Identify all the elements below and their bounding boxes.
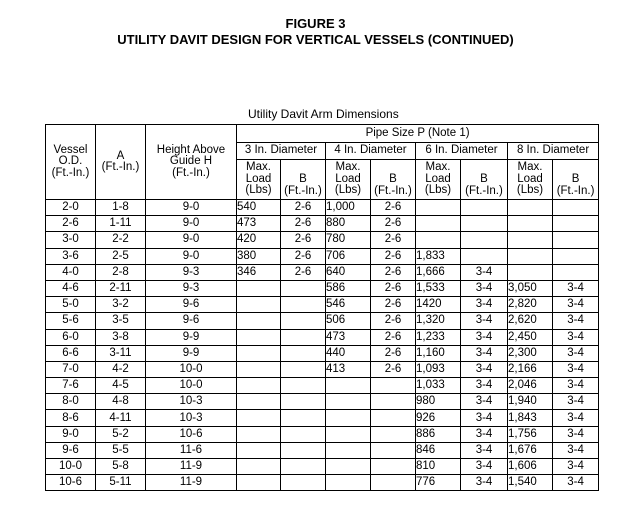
a-cell: 1-8 <box>96 200 146 216</box>
load-4in-cell <box>326 394 371 410</box>
b-4in-cell: 2-6 <box>371 329 416 345</box>
load-3in-cell: 540 <box>237 200 281 216</box>
header-max-load: Max. Load (Lbs) <box>508 160 553 200</box>
a-cell: 3-5 <box>96 313 146 329</box>
load-8in-cell: 1,940 <box>508 394 553 410</box>
table-body <box>46 200 599 491</box>
b-4in-cell <box>371 410 416 426</box>
a-cell: 4-8 <box>96 394 146 410</box>
b-6in-cell <box>461 248 508 264</box>
b-6in-cell <box>461 216 508 232</box>
load-8in-cell: 2,046 <box>508 378 553 394</box>
load-4in-cell: 640 <box>326 264 371 280</box>
table-row <box>46 345 599 361</box>
davit-dimensions-table <box>45 124 599 491</box>
b-6in-cell: 3-4 <box>461 378 508 394</box>
table-row <box>46 442 599 458</box>
load-3in-cell <box>237 378 281 394</box>
header-pipe-size: Pipe Size P (Note 1) <box>237 125 599 143</box>
b-8in-cell <box>553 232 599 248</box>
load-4in-cell: 1,000 <box>326 200 371 216</box>
load-6in-cell: 886 <box>416 426 461 442</box>
vessel-od-cell: 9-6 <box>46 442 96 458</box>
table-row <box>46 200 599 216</box>
b-4in-cell: 2-6 <box>371 297 416 313</box>
load-4in-cell <box>326 442 371 458</box>
a-cell: 5-11 <box>96 475 146 491</box>
load-8in-cell <box>508 200 553 216</box>
load-8in-cell: 2,620 <box>508 313 553 329</box>
b-8in-cell: 3-4 <box>553 313 599 329</box>
vessel-od-cell: 6-0 <box>46 329 96 345</box>
b-4in-cell <box>371 475 416 491</box>
b-4in-cell <box>371 394 416 410</box>
load-4in-cell: 473 <box>326 329 371 345</box>
a-cell: 2-11 <box>96 280 146 296</box>
load-6in-cell: 776 <box>416 475 461 491</box>
b-6in-cell: 3-4 <box>461 264 508 280</box>
load-8in-cell: 2,300 <box>508 345 553 361</box>
vessel-od-cell: 5-6 <box>46 313 96 329</box>
table-row <box>46 410 599 426</box>
b-3in-cell <box>281 475 326 491</box>
b-8in-cell: 3-4 <box>553 442 599 458</box>
header-b: B (Ft.-In.) <box>281 160 326 200</box>
table-row <box>46 232 599 248</box>
a-cell: 4-2 <box>96 361 146 377</box>
load-8in-cell: 3,050 <box>508 280 553 296</box>
b-4in-cell <box>371 426 416 442</box>
load-6in-cell <box>416 200 461 216</box>
a-cell: 3-11 <box>96 345 146 361</box>
load-3in-cell <box>237 297 281 313</box>
b-3in-cell <box>281 442 326 458</box>
b-8in-cell <box>553 248 599 264</box>
height-cell: 9-6 <box>146 297 237 313</box>
height-cell: 9-3 <box>146 280 237 296</box>
load-6in-cell <box>416 232 461 248</box>
a-cell: 2-8 <box>96 264 146 280</box>
b-6in-cell <box>461 200 508 216</box>
load-6in-cell: 1,833 <box>416 248 461 264</box>
b-3in-cell <box>281 459 326 475</box>
b-6in-cell: 3-4 <box>461 459 508 475</box>
b-3in-cell <box>281 410 326 426</box>
vessel-od-cell: 3-6 <box>46 248 96 264</box>
table-row <box>46 216 599 232</box>
header-height-above-guide: Height Above Guide H (Ft.-In.) <box>146 125 237 200</box>
b-8in-cell: 3-4 <box>553 426 599 442</box>
load-6in-cell: 1,233 <box>416 329 461 345</box>
b-3in-cell <box>281 426 326 442</box>
vessel-od-cell: 4-6 <box>46 280 96 296</box>
height-cell: 9-0 <box>146 216 237 232</box>
load-4in-cell <box>326 410 371 426</box>
height-cell: 9-0 <box>146 200 237 216</box>
b-8in-cell: 3-4 <box>553 361 599 377</box>
header-3in-diameter: 3 In. Diameter <box>237 143 326 160</box>
vessel-od-cell: 6-6 <box>46 345 96 361</box>
load-4in-cell: 506 <box>326 313 371 329</box>
figure-title: UTILITY DAVIT DESIGN FOR VERTICAL VESSELS (CONTINUED) <box>117 32 514 47</box>
vessel-od-cell: 7-6 <box>46 378 96 394</box>
load-8in-cell: 1,606 <box>508 459 553 475</box>
a-cell: 2-2 <box>96 232 146 248</box>
vessel-od-cell: 9-0 <box>46 426 96 442</box>
table-row <box>46 459 599 475</box>
a-cell: 1-11 <box>96 216 146 232</box>
table-row <box>46 297 599 313</box>
load-8in-cell: 2,450 <box>508 329 553 345</box>
b-8in-cell: 3-4 <box>553 378 599 394</box>
load-4in-cell <box>326 459 371 475</box>
load-4in-cell: 546 <box>326 297 371 313</box>
b-4in-cell: 2-6 <box>371 248 416 264</box>
b-8in-cell: 3-4 <box>553 345 599 361</box>
b-4in-cell: 2-6 <box>371 232 416 248</box>
load-8in-cell: 1,756 <box>508 426 553 442</box>
header-max-load: Max. Load (Lbs) <box>237 160 281 200</box>
b-6in-cell: 3-4 <box>461 280 508 296</box>
load-4in-cell <box>326 475 371 491</box>
load-6in-cell: 1,533 <box>416 280 461 296</box>
b-6in-cell <box>461 232 508 248</box>
vessel-od-cell: 2-0 <box>46 200 96 216</box>
header-max-load: Max. Load (Lbs) <box>326 160 371 200</box>
load-4in-cell <box>326 378 371 394</box>
vessel-od-cell: 8-0 <box>46 394 96 410</box>
load-8in-cell: 1,676 <box>508 442 553 458</box>
height-cell: 10-0 <box>146 378 237 394</box>
load-4in-cell: 706 <box>326 248 371 264</box>
load-3in-cell <box>237 394 281 410</box>
table-row <box>46 248 599 264</box>
b-6in-cell: 3-4 <box>461 426 508 442</box>
header-vessel-od: Vessel O.D. (Ft.-In.) <box>46 125 96 200</box>
b-6in-cell: 3-4 <box>461 345 508 361</box>
b-8in-cell <box>553 200 599 216</box>
height-cell: 9-3 <box>146 264 237 280</box>
b-3in-cell: 2-6 <box>281 264 326 280</box>
header-8in-diameter: 8 In. Diameter <box>508 143 599 160</box>
height-cell: 11-9 <box>146 475 237 491</box>
table-row <box>46 426 599 442</box>
a-cell: 5-5 <box>96 442 146 458</box>
load-6in-cell: 846 <box>416 442 461 458</box>
load-3in-cell <box>237 442 281 458</box>
b-8in-cell <box>553 264 599 280</box>
vessel-od-cell: 3-0 <box>46 232 96 248</box>
load-3in-cell <box>237 459 281 475</box>
load-3in-cell <box>237 329 281 345</box>
load-3in-cell <box>237 426 281 442</box>
b-6in-cell: 3-4 <box>461 442 508 458</box>
load-8in-cell: 2,820 <box>508 297 553 313</box>
load-4in-cell <box>326 426 371 442</box>
table-row <box>46 329 599 345</box>
table-row <box>46 475 599 491</box>
header-b: B (Ft.-In.) <box>461 160 508 200</box>
table-row <box>46 313 599 329</box>
load-3in-cell <box>237 410 281 426</box>
header-6in-diameter: 6 In. Diameter <box>416 143 508 160</box>
a-cell: 5-2 <box>96 426 146 442</box>
table-row <box>46 378 599 394</box>
header-4in-diameter: 4 In. Diameter <box>326 143 416 160</box>
b-4in-cell: 2-6 <box>371 216 416 232</box>
load-6in-cell <box>416 216 461 232</box>
b-8in-cell: 3-4 <box>553 410 599 426</box>
load-6in-cell: 1,320 <box>416 313 461 329</box>
b-8in-cell: 3-4 <box>553 475 599 491</box>
height-cell: 9-6 <box>146 313 237 329</box>
load-8in-cell: 1,843 <box>508 410 553 426</box>
header-a: A (Ft.-In.) <box>96 125 146 200</box>
load-3in-cell <box>237 345 281 361</box>
height-cell: 11-6 <box>146 442 237 458</box>
b-8in-cell: 3-4 <box>553 280 599 296</box>
load-8in-cell <box>508 216 553 232</box>
b-3in-cell <box>281 297 326 313</box>
height-cell: 10-6 <box>146 426 237 442</box>
height-cell: 10-0 <box>146 361 237 377</box>
b-4in-cell: 2-6 <box>371 264 416 280</box>
b-6in-cell: 3-4 <box>461 394 508 410</box>
height-cell: 9-9 <box>146 329 237 345</box>
height-cell: 10-3 <box>146 394 237 410</box>
b-8in-cell: 3-4 <box>553 297 599 313</box>
load-4in-cell: 413 <box>326 361 371 377</box>
b-6in-cell: 3-4 <box>461 297 508 313</box>
load-4in-cell: 880 <box>326 216 371 232</box>
load-8in-cell <box>508 264 553 280</box>
table-row <box>46 394 599 410</box>
a-cell: 4-11 <box>96 410 146 426</box>
b-6in-cell: 3-4 <box>461 410 508 426</box>
b-3in-cell: 2-6 <box>281 232 326 248</box>
load-6in-cell: 1,033 <box>416 378 461 394</box>
b-4in-cell: 2-6 <box>371 280 416 296</box>
b-3in-cell: 2-6 <box>281 216 326 232</box>
a-cell: 4-5 <box>96 378 146 394</box>
a-cell: 3-8 <box>96 329 146 345</box>
load-6in-cell: 1420 <box>416 297 461 313</box>
b-3in-cell <box>281 329 326 345</box>
b-3in-cell: 2-6 <box>281 248 326 264</box>
height-cell: 9-0 <box>146 248 237 264</box>
load-8in-cell: 1,540 <box>508 475 553 491</box>
b-8in-cell: 3-4 <box>553 329 599 345</box>
height-cell: 11-9 <box>146 459 237 475</box>
header-max-load: Max. Load (Lbs) <box>416 160 461 200</box>
b-6in-cell: 3-4 <box>461 329 508 345</box>
b-4in-cell: 2-6 <box>371 200 416 216</box>
table-row <box>46 361 599 377</box>
load-6in-cell: 926 <box>416 410 461 426</box>
b-3in-cell <box>281 313 326 329</box>
b-3in-cell <box>281 280 326 296</box>
a-cell: 2-5 <box>96 248 146 264</box>
load-3in-cell: 420 <box>237 232 281 248</box>
b-3in-cell: 2-6 <box>281 200 326 216</box>
vessel-od-cell: 4-0 <box>46 264 96 280</box>
height-cell: 9-9 <box>146 345 237 361</box>
b-8in-cell: 3-4 <box>553 459 599 475</box>
vessel-od-cell: 5-0 <box>46 297 96 313</box>
b-3in-cell <box>281 378 326 394</box>
b-4in-cell <box>371 442 416 458</box>
a-cell: 5-8 <box>96 459 146 475</box>
vessel-od-cell: 2-6 <box>46 216 96 232</box>
load-8in-cell <box>508 232 553 248</box>
figure-number: FIGURE 3 <box>285 16 346 31</box>
table-caption: Utility Davit Arm Dimensions <box>248 107 399 121</box>
b-3in-cell <box>281 394 326 410</box>
load-4in-cell: 586 <box>326 280 371 296</box>
vessel-od-cell: 7-0 <box>46 361 96 377</box>
load-3in-cell <box>237 361 281 377</box>
b-6in-cell: 3-4 <box>461 313 508 329</box>
b-4in-cell <box>371 459 416 475</box>
b-4in-cell <box>371 378 416 394</box>
height-cell: 9-0 <box>146 232 237 248</box>
load-8in-cell <box>508 248 553 264</box>
load-3in-cell: 473 <box>237 216 281 232</box>
load-6in-cell: 980 <box>416 394 461 410</box>
a-cell: 3-2 <box>96 297 146 313</box>
load-3in-cell: 380 <box>237 248 281 264</box>
header-b: B (Ft.-In.) <box>371 160 416 200</box>
vessel-od-cell: 8-6 <box>46 410 96 426</box>
b-4in-cell: 2-6 <box>371 361 416 377</box>
load-6in-cell: 810 <box>416 459 461 475</box>
load-3in-cell <box>237 313 281 329</box>
height-cell: 10-3 <box>146 410 237 426</box>
table-row <box>46 264 599 280</box>
load-4in-cell: 780 <box>326 232 371 248</box>
load-8in-cell: 2,166 <box>508 361 553 377</box>
load-3in-cell <box>237 280 281 296</box>
b-6in-cell: 3-4 <box>461 361 508 377</box>
load-3in-cell: 346 <box>237 264 281 280</box>
b-4in-cell: 2-6 <box>371 345 416 361</box>
header-b: B (Ft.-In.) <box>553 160 599 200</box>
b-4in-cell: 2-6 <box>371 313 416 329</box>
b-6in-cell: 3-4 <box>461 475 508 491</box>
table-row <box>46 280 599 296</box>
b-3in-cell <box>281 361 326 377</box>
vessel-od-cell: 10-6 <box>46 475 96 491</box>
b-8in-cell: 3-4 <box>553 394 599 410</box>
load-6in-cell: 1,160 <box>416 345 461 361</box>
load-4in-cell: 440 <box>326 345 371 361</box>
load-3in-cell <box>237 475 281 491</box>
b-3in-cell <box>281 345 326 361</box>
load-6in-cell: 1,093 <box>416 361 461 377</box>
load-6in-cell: 1,666 <box>416 264 461 280</box>
b-8in-cell <box>553 216 599 232</box>
vessel-od-cell: 10-0 <box>46 459 96 475</box>
